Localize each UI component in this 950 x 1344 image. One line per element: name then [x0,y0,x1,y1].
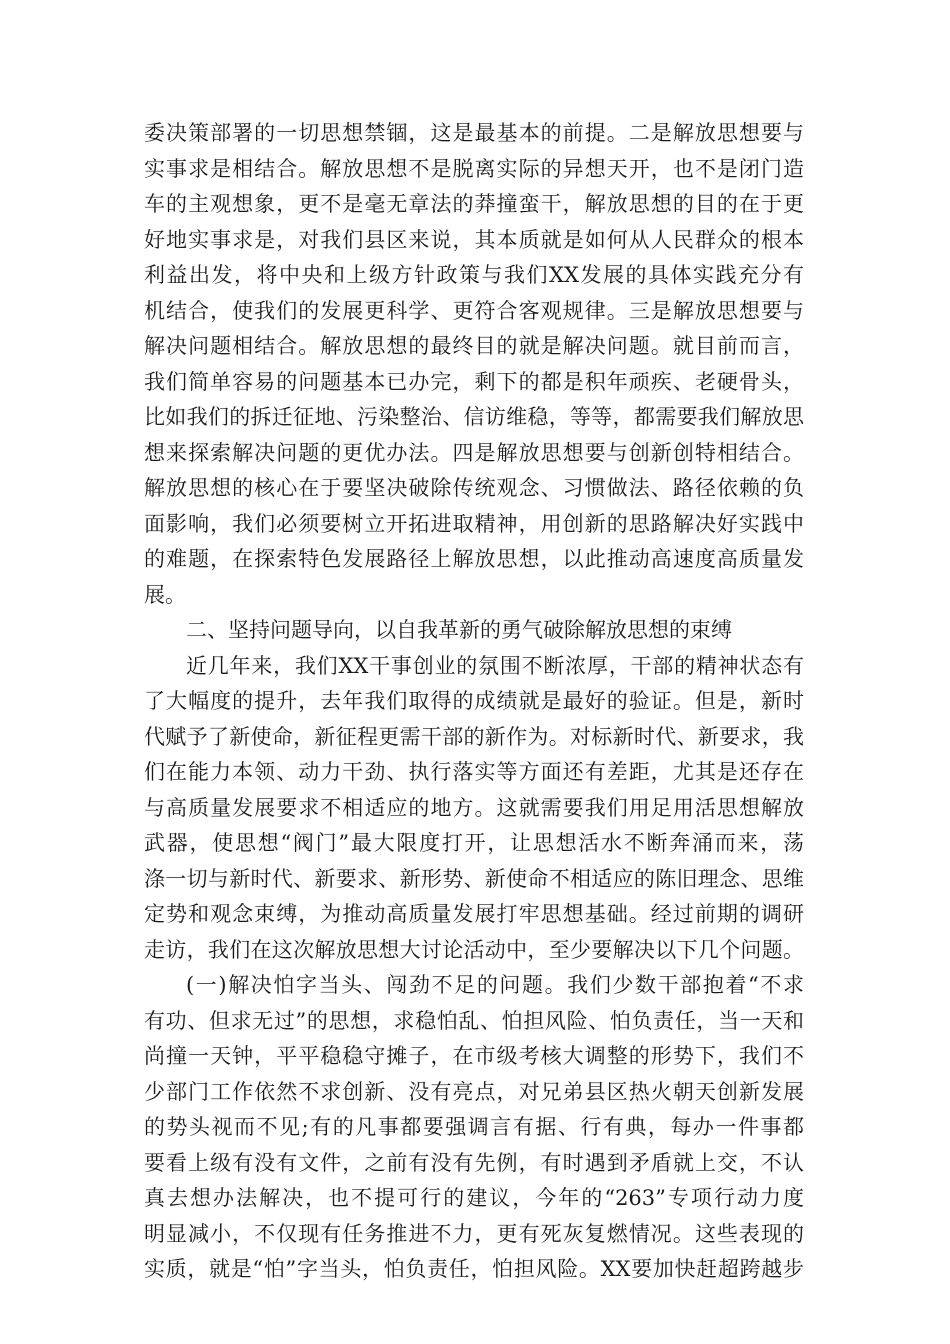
text-line: 解决问题相结合。解放思想的最终目的就是解决问题。就目前而言， [144,334,804,358]
text-line: 解放思想的核心在于要坚决破除传统观念、习惯做法、路径依赖的负 [144,476,804,500]
document-body [144,116,804,1288]
text-line: 有功、但求无过”的思想，求稳怕乱、怕担风险、怕负责任，当一天和 [144,1008,804,1033]
section-heading: 二、坚持问题导向，以自我革新的勇气破除解放思想的束缚 [186,618,732,642]
text-line: 利益出发，将中央和上级方针政策与我们XX发展的具体实践充分有 [144,263,804,287]
text-line: 想来探索解决问题的更优办法。四是解放思想要与创新创特相结合。 [144,440,804,465]
text-line: 实质，就是“怕”字当头，怕负责任，怕担风险。XX要加快赶超跨越步 [144,1257,804,1281]
text-line: 了大幅度的提升，去年我们取得的成绩就是最好的验证。但是，新时 [144,689,804,713]
text-line: 走访，我们在这次解放思想大讨论活动中，至少要解决以下几个问题。 [144,937,804,962]
text-line: 尚撞一天钟，平平稳稳守摊子，在市级考核大调整的形势下，我们不 [144,1044,804,1068]
text-line: 少部门工作依然不求创新、没有亮点，对兄弟县区热火朝天创新发展 [144,1079,804,1104]
text-line: 定势和观念束缚，为推动高质量发展打牢思想基础。经过前期的调研 [144,902,804,926]
text-line: 明显减小，不仅现有任务推进不力，更有死灰复燃情况。这些表现的 [144,1221,804,1246]
text-line: 们在能力本领、动力干劲、执行落实等方面还有差距，尤其是还存在 [144,760,804,784]
text-line: 的势头视而不见;有的凡事都要强调言有据、行有典，每办一件事都 [144,1115,804,1139]
text-line: 近几年来，我们XX干事创业的氛围不断浓厚，干部的精神状态有 [186,653,804,678]
text-line: 机结合，使我们的发展更科学、更符合客观规律。三是解放思想要与 [144,298,804,323]
text-line: 代赋予了新使命，新征程更需干部的新作为。对标新时代、新要求，我 [144,724,804,749]
text-line: 真去想办法解决，也不提可行的建议，今年的“263”专项行动力度 [144,1186,804,1210]
text-line: 我们简单容易的问题基本已办完，剩下的都是积年顽疾、老硬骨头， [144,369,804,394]
text-line: 武器，使思想“阀门”最大限度打开，让思想活水不断奔涌而来，荡 [144,831,804,855]
text-line: (一)解决怕字当头、闯劲不足的问题。我们少数干部抱着“不求 [186,973,804,997]
text-line: 好地实事求是，对我们县区来说，其本质就是如何从人民群众的根本 [144,227,804,252]
text-line: 比如我们的拆迁征地、污染整治、信访维稳，等等，都需要我们解放思 [144,405,804,429]
text-line: 面影响，我们必须要树立开拓进取精神，用创新的思路解决好实践中 [144,511,804,536]
text-line: 委决策部署的一切思想禁锢，这是最基本的前提。二是解放思想要与 [144,121,804,145]
text-line: 涤一切与新时代、新要求、新形势、新使命不相适应的陈旧理念、思维 [144,866,804,891]
text-line: 的难题，在探索特色发展路径上解放思想，以此推动高速度高质量发 [144,547,804,571]
text-line: 展。 [144,582,186,607]
text-line: 车的主观想象，更不是毫无章法的莽撞蛮干，解放思想的目的在于更 [144,192,804,216]
text-line: 与高质量发展要求不相适应的地方。这就需要我们用足用活思想解放 [144,795,804,820]
text-line: 要看上级有没有文件，之前有没有先例，有时遇到矛盾就上交，不认 [144,1150,804,1175]
text-line: 实事求是相结合。解放思想不是脱离实际的异想天开，也不是闭门造 [144,156,804,181]
